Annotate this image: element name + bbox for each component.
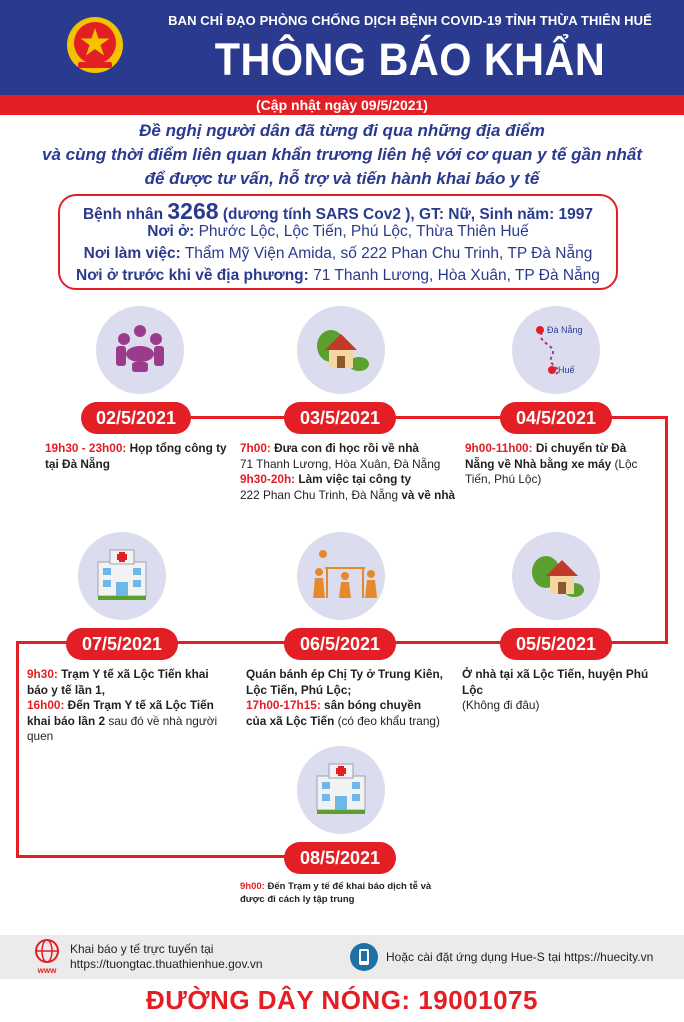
national-emblem-icon [66,16,124,74]
volleyball-icon [297,532,385,620]
previous-residence-line [60,267,616,285]
date-pill: 04/5/2021 [500,402,612,434]
hospital-icon [78,532,166,620]
icon-circle [78,532,166,620]
residence-value: Phước Lộc, Lộc Tiến, Phú Lộc, Thừa Thiên Huế [198,223,529,240]
timeline-line-left [16,641,19,857]
patient-details: (dương tính SARS Cov2 ), GT: Nữ, Sinh năm: 1997 [222,206,594,223]
app-install-link[interactable]: Hoặc cài đặt ứng dụng Hue-S tại https://huecity.vn [386,950,654,964]
event-04-5: 9h00-11h00: Di chuyển từ Đà Nẵng về Nhà bằng xe máy (Lộc Tiến, Phú Lộc) [465,441,638,486]
patient-number: 3268 [167,198,219,224]
work-value: Thẩm Mỹ Viện Amida, số 222 Phan Chu Trinh, TP Đà Nẵng [184,245,593,262]
previous-residence-label: Nơi ở trước khi về địa phương: [76,267,309,284]
patient-line [60,198,616,225]
date-pill: 07/5/2021 [66,628,178,660]
date-pill: 03/5/2021 [284,402,396,434]
map-label-to: Huế [558,365,575,375]
event-05-5: Ở nhà tại xã Lộc Tiến, huyện Phú Lộc (Không đi đâu) [462,667,649,712]
work-line [60,245,616,263]
patient-label: Bệnh nhân [82,206,164,223]
meeting-icon [96,306,184,394]
event-07-5: 9h30: Trạm Y tế xã Lộc Tiến khai báo y tế lần 1, 16h00: Đến Trạm Y tế xã Lộc Tiến khai báo lần 2 sau đó về nhà người quen [27,667,218,743]
hospital-icon [297,746,385,834]
date-pill: 08/5/2021 [284,842,396,874]
header-organization: BAN CHỈ ĐẠO PHÒNG CHỐNG DỊCH BỆNH COVID-19 TỈNH THỪA THIÊN HUẾ [168,13,652,28]
icon-circle [96,306,184,394]
previous-residence-value: 71 Thanh Lương, Hòa Xuân, TP Đà Nẵng [313,267,600,284]
request-line-3: để được tư vấn, hỗ trợ và tiến hành khai báo y tế [144,169,540,188]
updated-date: (Cập nhật ngày 09/5/2021) [256,97,428,113]
house-icon [297,306,385,394]
route-map-icon [512,306,600,394]
event-02-5: 19h30 - 23h00: Họp tổng công ty tại Đà Nẵng [45,441,227,471]
icon-circle [297,306,385,394]
event-06-5: Quán bánh ép Chị Ty ở Trung Kiên, Lộc Tiến, Phú Lộc; 17h00-17h15: sân bóng chuyền của xã Lộc Tiến (có đeo khẩu trang) [246,667,443,728]
request-line-1: Đề nghị người dân đã từng đi qua những địa điểm [139,121,545,140]
hotline[interactable]: ĐƯỜNG DÂY NÓNG: 19001075 [146,985,538,1015]
residence-line [60,223,616,241]
date-pill: 06/5/2021 [284,628,396,660]
event-03-5: 7h00: Đưa con đi học rồi về nhà 71 Thanh Lương, Hòa Xuân, Đà Nẵng 9h30-20h: Làm việc tại công ty 222 Phan Chu Trinh, Đà Nẵng và về nhà [240,441,456,502]
house-icon [512,532,600,620]
icon-circle [297,746,385,834]
icon-circle [297,532,385,620]
residence-label: Nơi ở: [147,223,195,240]
app-icon [349,942,379,972]
request-line-2: và cùng thời điểm liên quan khẩn trương liên hệ với cơ quan y tế gần nhất [42,145,642,164]
page-title: THÔNG BÁO KHẨN [214,34,606,85]
work-label: Nơi làm việc: [83,245,181,262]
timeline-line-right [665,416,668,644]
event-08-5: 9h00: Đến Trạm y tế để khai báo dịch tễ và được đi cách ly tập trung [240,881,432,905]
icon-circle [512,306,600,394]
date-pill: 02/5/2021 [81,402,191,434]
www-label: www [37,966,57,975]
date-pill: 05/5/2021 [500,628,612,660]
globe-icon [32,937,62,977]
map-label-from: Đà Nẵng [547,325,583,335]
medical-declaration-web[interactable]: Khai báo y tế trực tuyến tại https://tuongtac.thuathienhue.gov.vn [70,942,263,971]
icon-circle [512,532,600,620]
